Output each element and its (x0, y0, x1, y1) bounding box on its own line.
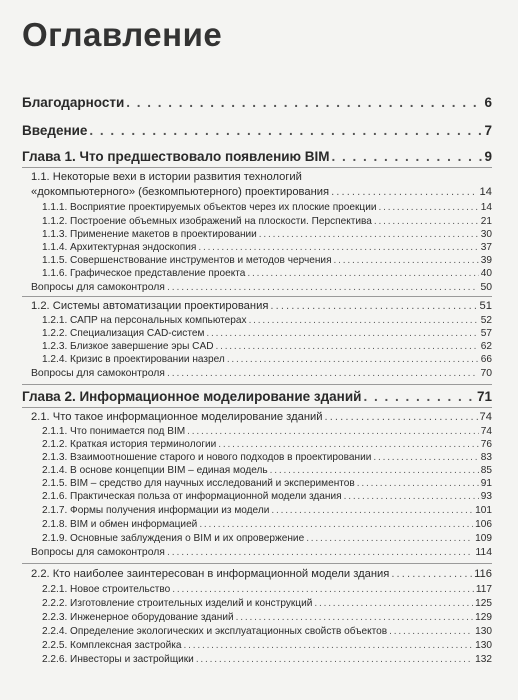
toc-entry-2-1-3[interactable] (42, 452, 492, 465)
leader-dots (344, 491, 479, 502)
toc-entry-review-questions[interactable] (31, 282, 492, 296)
toc-entry-review-questions[interactable] (31, 368, 492, 382)
toc-entry-1-2-4[interactable] (42, 354, 492, 367)
toc-page-number: 21 (480, 216, 492, 227)
toc-entry-2-1-2[interactable] (42, 439, 492, 452)
toc-entry-1-2-3[interactable] (42, 341, 492, 354)
leader-dots (306, 533, 473, 544)
toc-page-number: 70 (480, 368, 492, 379)
toc-entry-2-1-8[interactable] (42, 519, 492, 532)
toc-entry-2-1-9[interactable] (42, 533, 492, 546)
leader-dots (247, 268, 478, 279)
toc-entry-title: Благодарности (22, 95, 125, 110)
toc-page-number: 130 (475, 626, 492, 637)
toc-entry-title: 2.2.6. Инвесторы и застройщики (42, 654, 194, 665)
leader-dots (334, 255, 479, 266)
toc-entry-1-1-line1[interactable]: 1.1. Некоторые вехи в истории развития технологий (31, 171, 302, 183)
leader-dots (391, 568, 472, 580)
leader-dots (126, 95, 482, 110)
toc-entry-1-1-5[interactable] (42, 255, 492, 268)
toc-page-number: 52 (480, 315, 492, 326)
toc-entry-2-2[interactable] (31, 568, 492, 582)
toc-page-number: 93 (480, 491, 492, 502)
page-title: Оглавление (22, 16, 223, 53)
toc-page-number: 129 (475, 612, 492, 623)
toc-entry-title: «докомпьютерного» (безкомпьютерного) проектирования (31, 186, 330, 198)
leader-dots (215, 341, 478, 352)
divider (22, 407, 492, 408)
toc-page-number: 101 (475, 505, 492, 516)
toc-entry-2-2-4[interactable] (42, 626, 492, 639)
toc-entry-1-2-1[interactable] (42, 315, 492, 328)
toc-entry-2-1-6[interactable] (42, 491, 492, 504)
toc-entry-1-1-4[interactable] (42, 242, 492, 255)
toc-page-number: 40 (480, 268, 492, 279)
leader-dots (379, 202, 479, 213)
toc-page-number: 76 (480, 439, 492, 450)
divider (22, 296, 492, 297)
toc-entry-title: 2.1.7. Формы получения информации из модели (42, 505, 270, 516)
toc-entry-title: Глава 1. Что предшествовало появлению BIM (22, 149, 330, 164)
toc-entry-title: 2.1. Что такое информационное моделирование зданий (31, 411, 323, 423)
toc-entry-title: 1.1.5. Совершенствование инструментов и методов черчения (42, 255, 332, 266)
leader-dots (270, 465, 479, 476)
toc-entry-2-2-6[interactable] (42, 654, 492, 667)
toc-entry-title: 1.2.4. Кризис в проектировании назрел (42, 354, 225, 365)
toc-entry-2-2-3[interactable] (42, 612, 492, 625)
toc-entry-title: 2.1.5. BIM – средство для научных исследований и экспериментов (42, 478, 355, 489)
divider (22, 167, 492, 168)
toc-entry-title: 2.2.5. Комплексная застройка (42, 640, 182, 651)
toc-page-number: 14 (480, 202, 492, 213)
leader-dots (259, 229, 479, 240)
toc-page-number: 14 (479, 186, 492, 198)
leader-dots (357, 478, 479, 489)
toc-page-number: 106 (475, 519, 492, 530)
toc-page-number: 132 (475, 654, 492, 665)
toc-entry-2-2-5[interactable] (42, 640, 492, 653)
toc-entry-2-1[interactable] (31, 411, 492, 425)
leader-dots (167, 282, 479, 293)
toc-page-number: 66 (480, 354, 492, 365)
toc-entry-title: Глава 2. Информационное моделирование зданий (22, 389, 362, 404)
toc-entry-2-1-4[interactable] (42, 465, 492, 478)
toc-entry-title: 2.2. Кто наиболее заинтересован в информационной модели здания (31, 568, 390, 580)
leader-dots (227, 354, 479, 365)
toc-entry-title: 1.1.1. Восприятие проектируемых объектов через их плоские проекции (42, 202, 377, 213)
toc-entry-1-1-2[interactable] (42, 216, 492, 229)
leader-dots (218, 439, 478, 450)
leader-dots (236, 612, 474, 623)
leader-dots (89, 123, 482, 138)
toc-entry-title: Вопросы для самоконтроля (31, 282, 165, 293)
toc-entry-title: 1.1.6. Графическое представление проекта (42, 268, 246, 279)
toc-entry-title: 2.1.4. В основе концепции BIM – единая модель (42, 465, 268, 476)
toc-entry-title: 2.2.4. Определение экологических и эксплуатационных свойств объектов (42, 626, 388, 637)
toc-entry-title: Вопросы для самоконтроля (31, 547, 165, 558)
toc-entry-title: 1.2. Системы автоматизации проектирования (31, 300, 269, 312)
leader-dots (389, 626, 473, 637)
toc-entry-title: 2.1.8. BIM и обмен информацией (42, 519, 198, 530)
toc-entry-introduction[interactable] (22, 123, 492, 141)
toc-page-number: 62 (480, 341, 492, 352)
toc-entry-1-1-1[interactable] (42, 202, 492, 215)
toc-page-number: 74 (480, 426, 492, 437)
leader-dots (206, 328, 478, 339)
toc-page-number: 116 (474, 568, 492, 580)
leader-dots (199, 519, 473, 530)
leader-dots (196, 654, 473, 665)
toc-entry-2-2-2[interactable] (42, 598, 492, 611)
toc-entry-chapter-2[interactable] (22, 389, 492, 407)
toc-page-number: 6 (484, 95, 492, 110)
toc-entry-title: 1.1.3. Применение макетов в проектировании (42, 229, 257, 240)
toc-entry-title: 1.1.2. Построение объемных изображений на плоскости. Перспектива (42, 216, 372, 227)
toc-page-number: 30 (480, 229, 492, 240)
toc-page-number: 125 (475, 598, 492, 609)
toc-page-number: 39 (480, 255, 492, 266)
toc-page-number: 7 (484, 123, 492, 138)
leader-dots (184, 640, 474, 651)
leader-dots (314, 598, 473, 609)
leader-dots (374, 216, 479, 227)
toc-entry-title: 2.2.1. Новое строительство (42, 584, 171, 595)
leader-dots (167, 547, 473, 558)
toc-page-number: 91 (480, 478, 492, 489)
toc-entry-1-1-6[interactable] (42, 268, 492, 281)
toc-page-number: 114 (475, 547, 492, 558)
leader-dots (271, 505, 473, 516)
toc-entry-title: 2.2.2. Изготовление строительных изделий и конструкций (42, 598, 313, 609)
toc-page-number: 130 (475, 640, 492, 651)
toc-entry-chapter-1[interactable] (22, 149, 492, 167)
toc-page-number: 74 (479, 411, 492, 423)
toc-page-number: 109 (475, 533, 492, 544)
toc-entry-title: 2.1.9. Основные заблуждения о BIM и их опровержение (42, 533, 305, 544)
toc-entry-review-questions[interactable] (31, 547, 492, 561)
leader-dots (332, 149, 483, 164)
toc-page-number: 9 (484, 149, 492, 164)
toc-page-number: 83 (480, 452, 492, 463)
toc-page-number: 57 (480, 328, 492, 339)
toc-entry-title: Введение (22, 123, 88, 138)
leader-dots (187, 426, 479, 437)
toc-page-number: 85 (480, 465, 492, 476)
leader-dots (270, 300, 477, 312)
leader-dots (167, 368, 479, 379)
divider (22, 563, 492, 564)
toc-page-number: 117 (475, 584, 492, 595)
toc-entry-title: 2.2.3. Инженерное оборудование зданий (42, 612, 234, 623)
toc-entry-title: 1.2.3. Близкое завершение эры CAD (42, 341, 214, 352)
leader-dots (373, 452, 478, 463)
leader-dots (249, 315, 479, 326)
toc-entry-2-2-1[interactable] (42, 584, 492, 597)
toc-entry-title: 2.1.2. Краткая история терминологии (42, 439, 217, 450)
toc-entry-1-1-3[interactable] (42, 229, 492, 242)
toc-entry-title: 1.2.1. САПР на персональных компьютерах (42, 315, 247, 326)
leader-dots (198, 242, 478, 253)
divider (22, 384, 492, 385)
toc-entry-acknowledgements[interactable] (22, 95, 492, 113)
toc-entry-title: Вопросы для самоконтроля (31, 368, 165, 379)
toc-entry-1-1[interactable] (31, 186, 492, 200)
toc-entry-title: 2.1.1. Что понимается под BIM (42, 426, 186, 437)
toc-entry-2-1-5[interactable] (42, 478, 492, 491)
toc-entry-title: 1.2.2. Специализация CAD-систем (42, 328, 205, 339)
toc-entry-1-2-2[interactable] (42, 328, 492, 341)
leader-dots (172, 584, 474, 595)
toc-entry-title: 1.1.4. Архитектурная эндоскопия (42, 242, 197, 253)
toc-entry-1-2[interactable] (31, 300, 492, 314)
toc-entry-2-1-7[interactable] (42, 505, 492, 518)
leader-dots (331, 186, 477, 198)
toc-page-number: 50 (480, 282, 492, 293)
toc-entry-title: 2.1.6. Практическая польза от информационной модели здания (42, 491, 342, 502)
leader-dots (363, 389, 475, 404)
toc-page-number: 37 (480, 242, 492, 253)
leader-dots (325, 411, 478, 423)
toc-entry-title: 2.1.3. Взаимоотношение старого и нового подходов в проектировании (42, 452, 372, 463)
toc-page-number: 51 (479, 300, 492, 312)
toc-entry-2-1-1[interactable] (42, 426, 492, 439)
toc-page-number: 71 (476, 389, 492, 404)
